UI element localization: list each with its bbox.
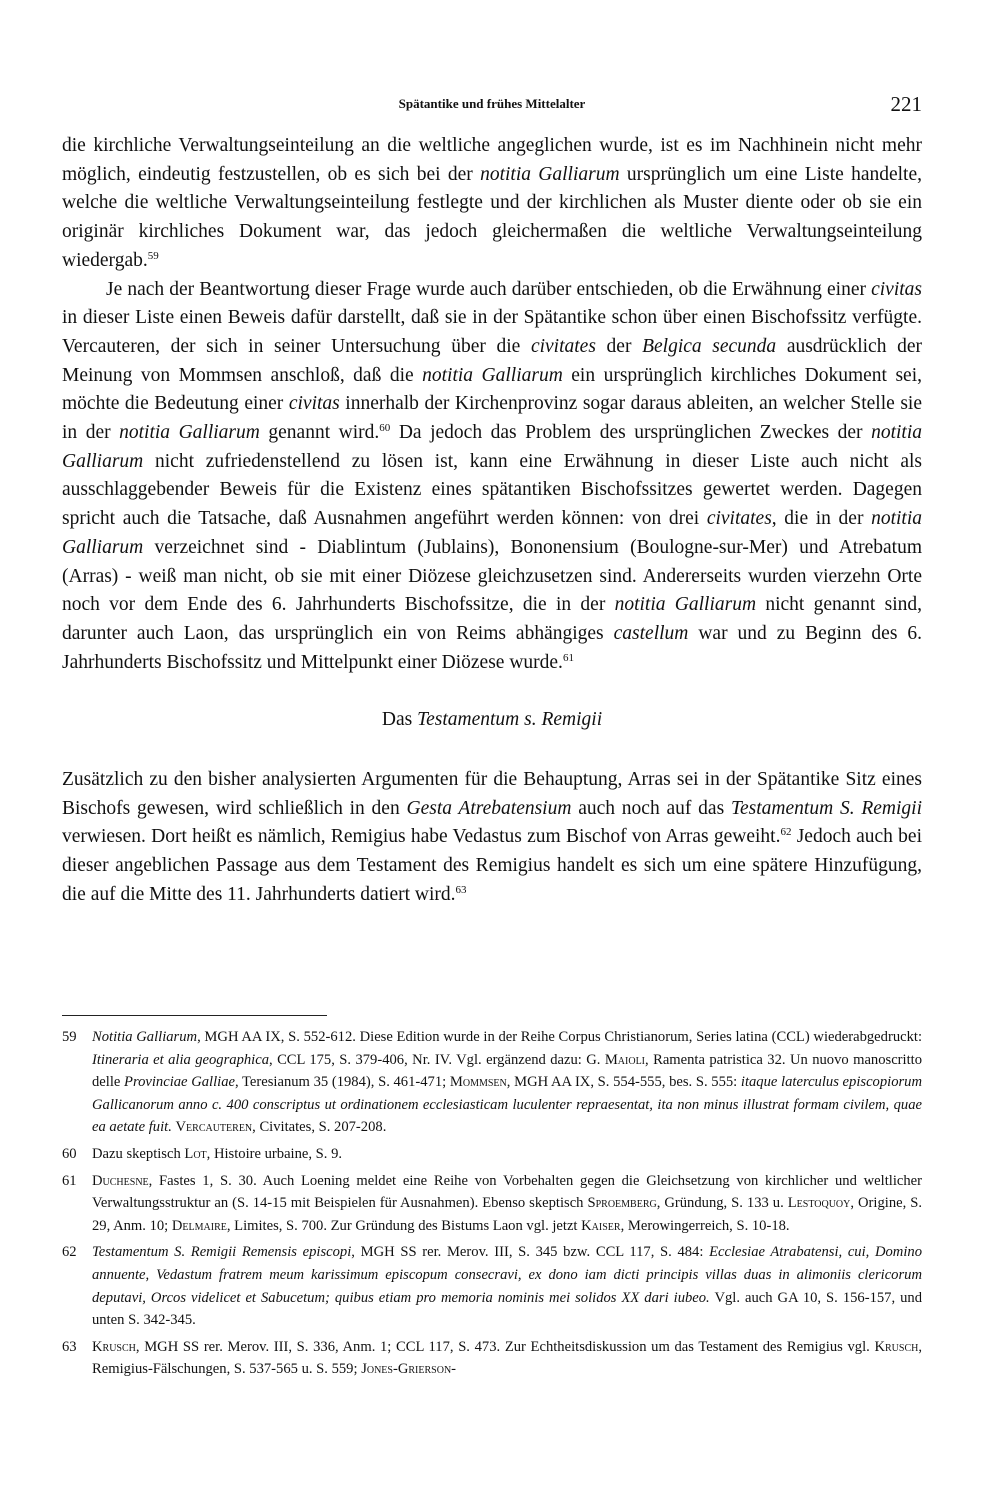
author-name: Kaiser <box>581 1217 621 1234</box>
footnote-61 <box>62 1170 922 1238</box>
footnote-ref[interactable]: 60 <box>379 422 391 435</box>
text-run: , MGH SS rer. Merov. III, S. 345 bzw. CCL 117, S. 484: <box>351 1244 710 1261</box>
footnote-ref[interactable]: 59 <box>147 249 159 262</box>
italic-term: notitia Galliarum <box>480 163 620 185</box>
italic-term: notitia Galliarum <box>422 364 563 386</box>
running-head <box>62 92 922 116</box>
text-run: Jedoch auch bei dieser angeblichen Passage aus dem Testament des Remigius handelt es sich um eine spätere Hinzufügung, die auf die Mitte des 11. Jahrhunderts datiert wird. <box>62 826 922 905</box>
author-name: Mommsen <box>449 1074 507 1091</box>
author-name: Vercauteren <box>175 1119 253 1136</box>
text-run: , MGH SS rer. Merov. III, S. 336, Anm. 1; CCL 117, S. 473. Zur Echtheitsdiskussion um das Testament des Remigius vgl. <box>135 1338 875 1355</box>
author-name: Delmaire <box>171 1217 227 1234</box>
italic-term: castellum <box>613 622 689 644</box>
italic-term: Testamentum S. Remigii <box>730 797 922 819</box>
running-title: Spätantike und frühes Mittelalter <box>398 96 586 111</box>
italic-term: Testamentum S. Remigii Remensis episcopi <box>92 1244 352 1261</box>
text-run: ausdrücklich der Meinung von Mommsen anschloß, daß die <box>62 335 922 386</box>
text-run: war und zu Beginn des 6. Jahrhunderts Bischofssitz und Mittelpunkt einer Diözese wurde. <box>62 622 922 673</box>
text-run: , Histoire urbaine, S. 9. <box>206 1145 343 1162</box>
author-name: Duchesne <box>92 1172 149 1189</box>
paragraph-3 <box>62 766 922 910</box>
text-run: innerhalb der Kirchenprovinz sogar daraus ableiten, an welcher Stelle sie in der <box>62 393 922 444</box>
footnote-ref[interactable]: 63 <box>455 883 467 896</box>
text-run: verzeichnet sind - Diablintum (Jublains), Bononensium (Boulogne-sur-Mer) und Atrebatum (Arras) - weiß man nicht, ob sie mit einer Diözese gleichzusetzen sind. Andererseits wurden vierzehn Orte noch vor dem Ende des 6. Jahrhunderts Bischofssitze, die in der <box>62 536 922 616</box>
main-text <box>62 132 922 910</box>
text-run: in dieser Liste einen Beweis dafür darstellt, daß sie in der Spätantike schon über einen Bischofssitz verfügte. Vercauteren, der sich in seiner Untersuchung über die <box>62 307 922 357</box>
footnote-number: 60 <box>62 1145 77 1162</box>
footnote-62 <box>62 1241 922 1331</box>
author-name: Krusch <box>874 1338 919 1355</box>
italic-term: civitas <box>288 393 340 415</box>
text-run: , Merowingerreich, S. 10-18. <box>620 1217 790 1234</box>
text-run: verwiesen. Dort heißt es nämlich, Remigius habe Vedastus zum Bischof von Arras geweiht. <box>62 826 781 848</box>
text-run: nicht genannt sind, darunter auch Laon, das ursprünglich ein von Reims abhängiges <box>62 594 922 644</box>
italic-term: Gesta Atrebatensium <box>406 797 572 819</box>
italic-term: notitia Galliarum <box>62 422 922 472</box>
footnote-ref[interactable]: 62 <box>780 826 792 839</box>
author-name: Lestoquoy <box>787 1195 851 1212</box>
italic-term: civitates <box>706 508 772 530</box>
italic-term: Belgica secunda <box>642 335 777 357</box>
footnotes <box>62 1026 922 1385</box>
text-run: , Gründung, S. 133 u. <box>656 1195 788 1212</box>
text-run: , Remigius-Fälschungen, S. 537-565 u. S. 559; <box>92 1338 922 1378</box>
text-run: , CCL 175, S. 379-406, Nr. IV. Vgl. ergänzend dazu: G. <box>269 1051 605 1068</box>
text-run: , Teresianum 35 (1984), S. 461-471; <box>234 1074 450 1091</box>
author-name: Krusch <box>92 1338 136 1355</box>
section-heading <box>62 706 922 735</box>
italic-quote: Ecclesiae Atrabatensi, cui, Domino annuente, Vedastum fratrem meum karissimum episcopum consecravi, ex dono iam dicti principis villas duas in alimoniis clericorum deputavi, Orcos videlicet et Sabucetum; quibus etiam pro memoria nominis mei solidos XX dari iubeo. <box>92 1244 922 1306</box>
italic-term: Provinciae Galliae <box>124 1074 235 1091</box>
text-run: , MGH AA IX, S. 554-555, bes. S. 555: <box>506 1074 741 1091</box>
italic-term: notitia Galliarum <box>62 508 923 558</box>
text-run: die kirchliche Verwaltungseinteilung an die weltliche angeglichen wurde, ist es im Nachhinein nicht mehr möglich, eindeutig festzustellen, ob es sich bei der <box>62 135 922 185</box>
footnote-divider <box>62 1015 327 1016</box>
author-name: Sproemberg <box>587 1195 657 1212</box>
footnote-number: 61 <box>62 1172 77 1189</box>
footnote-63 <box>62 1336 922 1381</box>
author-name: Jones-Grierson- <box>361 1361 457 1378</box>
paragraph-1 <box>62 132 922 276</box>
text-run: Je nach der Beantwortung dieser Frage wurde auch darüber entschieden, ob die Erwähnung einer <box>106 278 872 300</box>
text-run: auch noch auf das <box>571 797 731 819</box>
author-name: Maioli <box>604 1051 646 1068</box>
text-run: , Ramenta patristica 32. Un nuovo manoscritto delle <box>92 1051 922 1091</box>
italic-quote: itaque laterculus episcopiorum Gallicanorum anno c. 400 conscriptus ut ordinationem ecclesiasticam luculenter repraesentat, ita non minus illustrat formam civilem, quae ea aetate fuit. <box>92 1074 923 1136</box>
text-run: , Civitates, S. 207-208. <box>252 1119 387 1136</box>
text-run: Vgl. auch GA 10, S. 156-157, und unten S. 342-345. <box>92 1289 922 1329</box>
text-run: genannt wird. <box>259 422 380 444</box>
footnote-60 <box>62 1143 922 1166</box>
footnote-number: 62 <box>62 1244 77 1261</box>
italic-term: Itineraria et alia geographica <box>92 1051 269 1068</box>
text-run: , Fastes 1, S. 30. Auch Loening meldet eine Reihe von Vorbehalten gegen die Gleichsetzung von kirchlicher und weltlicher Verwaltungsstruktur an (S. 14-15 mit Beispielen für Ausnahmen). Ebenso skeptisch <box>92 1172 922 1212</box>
author-name: Lot <box>184 1145 207 1162</box>
italic-term: civitates <box>530 335 596 357</box>
footnote-number: 59 <box>62 1029 77 1045</box>
footnote-59 <box>62 1026 922 1139</box>
heading-italic: Testamentum s. Remigii <box>417 709 603 731</box>
text-run: Dazu skeptisch <box>92 1145 185 1162</box>
italic-term: civitas <box>871 278 922 300</box>
text-run: Da jedoch das Problem des ursprünglichen Zweckes der <box>390 422 872 444</box>
text-run: ein ursprünglich kirchliches Dokument sei, möchte die Bedeutung einer <box>62 364 922 415</box>
text-run: , Origine, S. 29, Anm. 10; <box>92 1195 922 1234</box>
italic-term: notitia Galliarum <box>119 422 260 444</box>
footnote-ref[interactable]: 61 <box>562 651 574 664</box>
text-run: , Limites, S. 700. Zur Gründung des Bistums Laon vgl. jetzt <box>226 1217 582 1234</box>
text-run: ursprünglich um eine Liste handelte, welche die weltliche Verwaltungseinteilung festlegte und der kirchlichen als Muster diente oder ob sie ein originär kirchliches Dokument war, das jedoch gleichermaßen die weltliche Verwaltungseinteilung wiedergab. <box>62 163 922 271</box>
text-run: , die in der <box>771 508 872 530</box>
page-number: 221 <box>890 92 922 116</box>
paragraph-2 <box>62 276 922 678</box>
italic-term: Notitia Galliarum <box>92 1029 198 1045</box>
footnote-number: 63 <box>62 1338 77 1355</box>
text-run: Zusätzlich zu den bisher analysierten Argumenten für die Behauptung, Arras sei in der Spätantike Sitz eines Bischofs gewesen, wird schließlich in den <box>62 769 922 819</box>
text-run: nicht zufriedenstellend zu lösen ist, kann eine Erwähnung in dieser Liste auch nicht als ausschlaggebender Beweis für die Existenz eines spätantiken Bischofssitzes gewertet werden. Dagegen spricht auch die Tatsache, daß Ausnahmen angeführt werden können: von drei <box>62 450 922 530</box>
text-run: der <box>595 335 643 357</box>
heading-text: Das <box>381 709 418 731</box>
text-run: , MGH AA IX, S. 552-612. Diese Edition wurde in der Reihe Corpus Christianorum, Series latina (CCL) wiederabgedruckt: <box>197 1029 922 1045</box>
italic-term: notitia Galliarum <box>614 594 757 616</box>
